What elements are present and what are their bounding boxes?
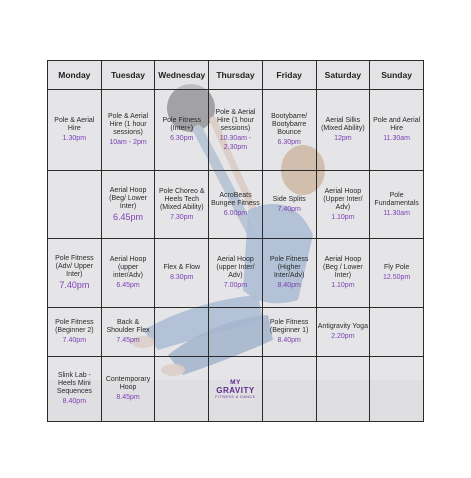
day-header: Thursday — [209, 61, 263, 90]
class-name: Aerial Hoop (Upper Inter/ Adv) — [323, 187, 363, 211]
class-cell — [155, 90, 209, 171]
class-cell — [101, 357, 155, 422]
class-name: Flex & Flow — [163, 263, 201, 271]
time-row — [48, 239, 424, 307]
class-time: 10.30am - 2.30pm — [219, 134, 252, 151]
class-time: 7.45pm — [116, 337, 140, 344]
class-time: 12.50pm — [382, 273, 411, 281]
class-name: Contemporary Hoop — [105, 376, 151, 392]
class-cell — [209, 171, 263, 239]
time-row — [48, 307, 424, 357]
class-time: 11.30am — [383, 135, 410, 143]
class-cell — [48, 357, 102, 422]
class-name: Fly Pole — [383, 263, 410, 271]
class-name: Pole Fitness (Higher Inter/Adv) — [269, 255, 309, 279]
class-time: 8.45pm — [116, 394, 140, 402]
class-name: Pole Fitness (Beginner 1) — [269, 319, 309, 334]
class-cell — [48, 171, 102, 239]
class-cell — [262, 171, 316, 239]
class-cell — [316, 239, 370, 307]
class-cell — [316, 90, 370, 171]
class-name: Pole Choreo & Heels Tech (Mixed Ability) — [158, 187, 205, 211]
class-cell — [155, 239, 209, 307]
class-time: 6.45pm — [116, 281, 140, 289]
class-time: 7.30pm — [170, 213, 194, 221]
class-time: 7.40pm — [59, 279, 90, 290]
class-name: Slink Lab - Heels Mini Sequences — [56, 372, 92, 396]
class-cell — [370, 171, 424, 239]
class-name: Aerial Hoop (Beg/ Lower Inter) — [109, 186, 147, 210]
class-cell — [262, 90, 316, 171]
my-gravity-logo — [210, 379, 261, 399]
class-name: Pole Fitness (Inter+) — [162, 117, 202, 133]
class-cell — [155, 307, 209, 357]
logo-text-line3: FITNESS & DANCE — [215, 395, 256, 400]
class-time: 8.40pm — [62, 398, 87, 406]
class-name: Aerial Hoop (upper Inter/ Adv) — [216, 255, 255, 279]
class-name: Pole Fitness (Adv/ Upper Inter) — [55, 254, 94, 278]
day-header: Wednesday — [155, 61, 209, 90]
class-cell — [370, 357, 424, 422]
time-row — [48, 171, 424, 239]
class-cell — [370, 307, 424, 357]
class-time: 7.40pm — [277, 205, 301, 213]
time-row — [48, 357, 424, 422]
class-time: 1.30pm — [62, 135, 87, 143]
class-name: Back & Shoulder Flex — [106, 319, 150, 334]
class-cell — [48, 239, 102, 307]
time-row — [48, 90, 424, 171]
class-name: Side Splits — [272, 195, 306, 203]
class-name: Aerial Silks (Mixed Ability) — [321, 117, 365, 133]
day-header: Saturday — [316, 61, 370, 90]
class-cell — [101, 90, 155, 171]
class-cell — [316, 171, 370, 239]
class-time: 1.10pm — [331, 281, 355, 289]
class-time: 7.00pm — [223, 281, 248, 289]
class-time: 10am - 2pm — [109, 139, 147, 147]
class-cell — [48, 90, 102, 171]
class-name: AcroBeats Bungee Fitness — [211, 191, 260, 207]
class-cell — [155, 357, 209, 422]
class-cell — [209, 90, 263, 171]
class-time: 8.40pm — [277, 337, 301, 344]
class-cell — [316, 307, 370, 357]
logo-cell — [209, 357, 263, 422]
class-cell — [316, 357, 370, 422]
class-time: 8.40pm — [277, 281, 301, 289]
class-name: Antigravity Yoga — [317, 323, 368, 330]
class-time: 11.30am — [383, 209, 410, 217]
class-cell — [209, 307, 263, 357]
class-time: 6.30pm — [170, 135, 194, 143]
class-name: Pole and Aerial Hire — [373, 117, 421, 133]
class-time: 6.00pm — [223, 209, 248, 217]
class-timetable — [47, 60, 424, 422]
class-cell — [262, 307, 316, 357]
class-cell — [155, 171, 209, 239]
class-cell — [262, 239, 316, 307]
class-time: 1.10pm — [331, 213, 355, 221]
class-name: Pole & Aerial Hire (1 hour sessions) — [108, 113, 149, 137]
logo-text-line1: MY — [230, 379, 241, 387]
class-cell — [370, 239, 424, 307]
class-name: Pole Fitness (Beginner 2) — [55, 319, 94, 334]
class-time: 6.45pm — [113, 211, 144, 222]
logo-text-line2: GRAVITY — [216, 386, 255, 396]
class-name: Pole Fundamentals — [374, 191, 419, 207]
class-name: Bootybarre/ Bootybarre Bounce — [271, 113, 308, 137]
class-name: Aerial Hoop (upper inter/Adv) — [109, 255, 147, 279]
class-time: 7.40pm — [62, 337, 87, 344]
class-cell — [209, 239, 263, 307]
class-cell — [101, 307, 155, 357]
class-name: Aerial Hoop (Beg / Lower Inter) — [323, 255, 363, 279]
class-cell — [370, 90, 424, 171]
class-cell — [262, 357, 316, 422]
class-time: 2.20pm — [331, 333, 355, 340]
day-header: Monday — [48, 61, 102, 90]
class-time: 8.30pm — [170, 273, 194, 281]
class-name: Pole & Aerial Hire — [54, 117, 95, 133]
class-name: Pole & Aerial Hire (1 hour sessions) — [215, 108, 256, 132]
class-cell — [48, 307, 102, 357]
class-cell — [101, 239, 155, 307]
class-time: 6.30pm — [277, 139, 301, 147]
day-header: Friday — [262, 61, 316, 90]
day-header: Tuesday — [101, 61, 155, 90]
class-cell — [101, 171, 155, 239]
class-time: 12pm — [334, 135, 352, 143]
day-header: Sunday — [370, 61, 424, 90]
